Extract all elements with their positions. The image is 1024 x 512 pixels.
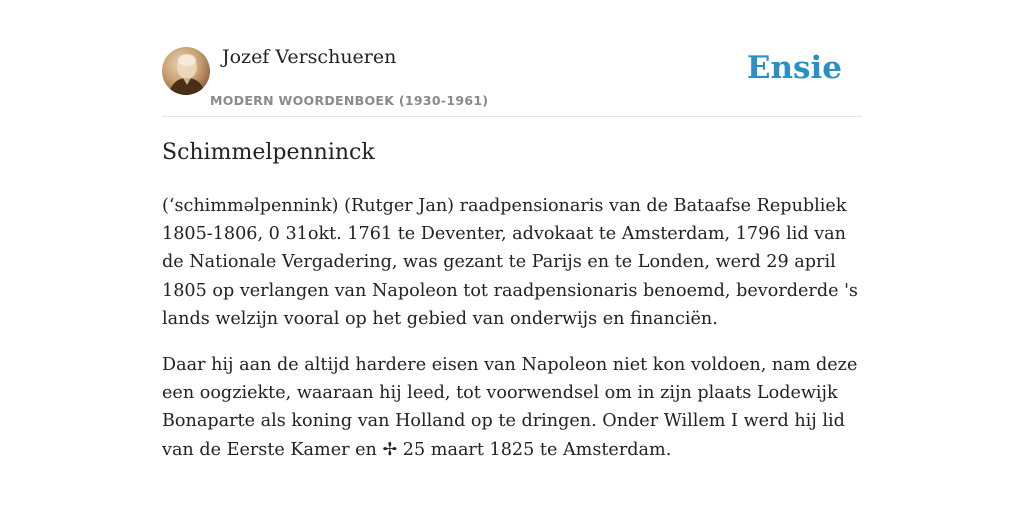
entry-title: Schimmelpenninck — [162, 140, 375, 165]
entry-body — [162, 192, 862, 482]
entry-paragraph: Daar hij aan de altijd hardere eisen van Napoleon niet kon voldoen, nam deze een oogziekte, waaraan hij leed, tot voorwendsel om in zijn plaats Lodewijk Bonaparte als koning van Holland op te dringen. Onder Willem I werd hij lid van de Eerste Kamer en ✢ 25 maart 1825 te Amsterdam. — [162, 355, 858, 460]
source-title[interactable]: MODERN WOORDENBOEK (1930-1961) — [210, 93, 489, 108]
author-avatar[interactable] — [162, 47, 210, 95]
entry-paragraph: (‘schimməlpennink) (Rutger Jan) raadpensionaris van de Bataafse Republiek 1805-1806, 0 31okt. 1761 te Deventer, advokaat te Amsterdam, 1796 lid van de Nationale Vergadering, was gezant te Parijs en te Londen, werd 29 april 1805 op verlangen van Napoleon tot raadpensionaris benoemd, bevorderde 's lands welzijn vooral op het gebied van onderwijs en financiën. — [162, 196, 858, 329]
header — [162, 44, 862, 117]
portrait-icon — [162, 47, 210, 95]
author-name[interactable]: Jozef Verschueren — [222, 46, 397, 68]
brand-logo[interactable]: Ensie — [746, 50, 842, 86]
